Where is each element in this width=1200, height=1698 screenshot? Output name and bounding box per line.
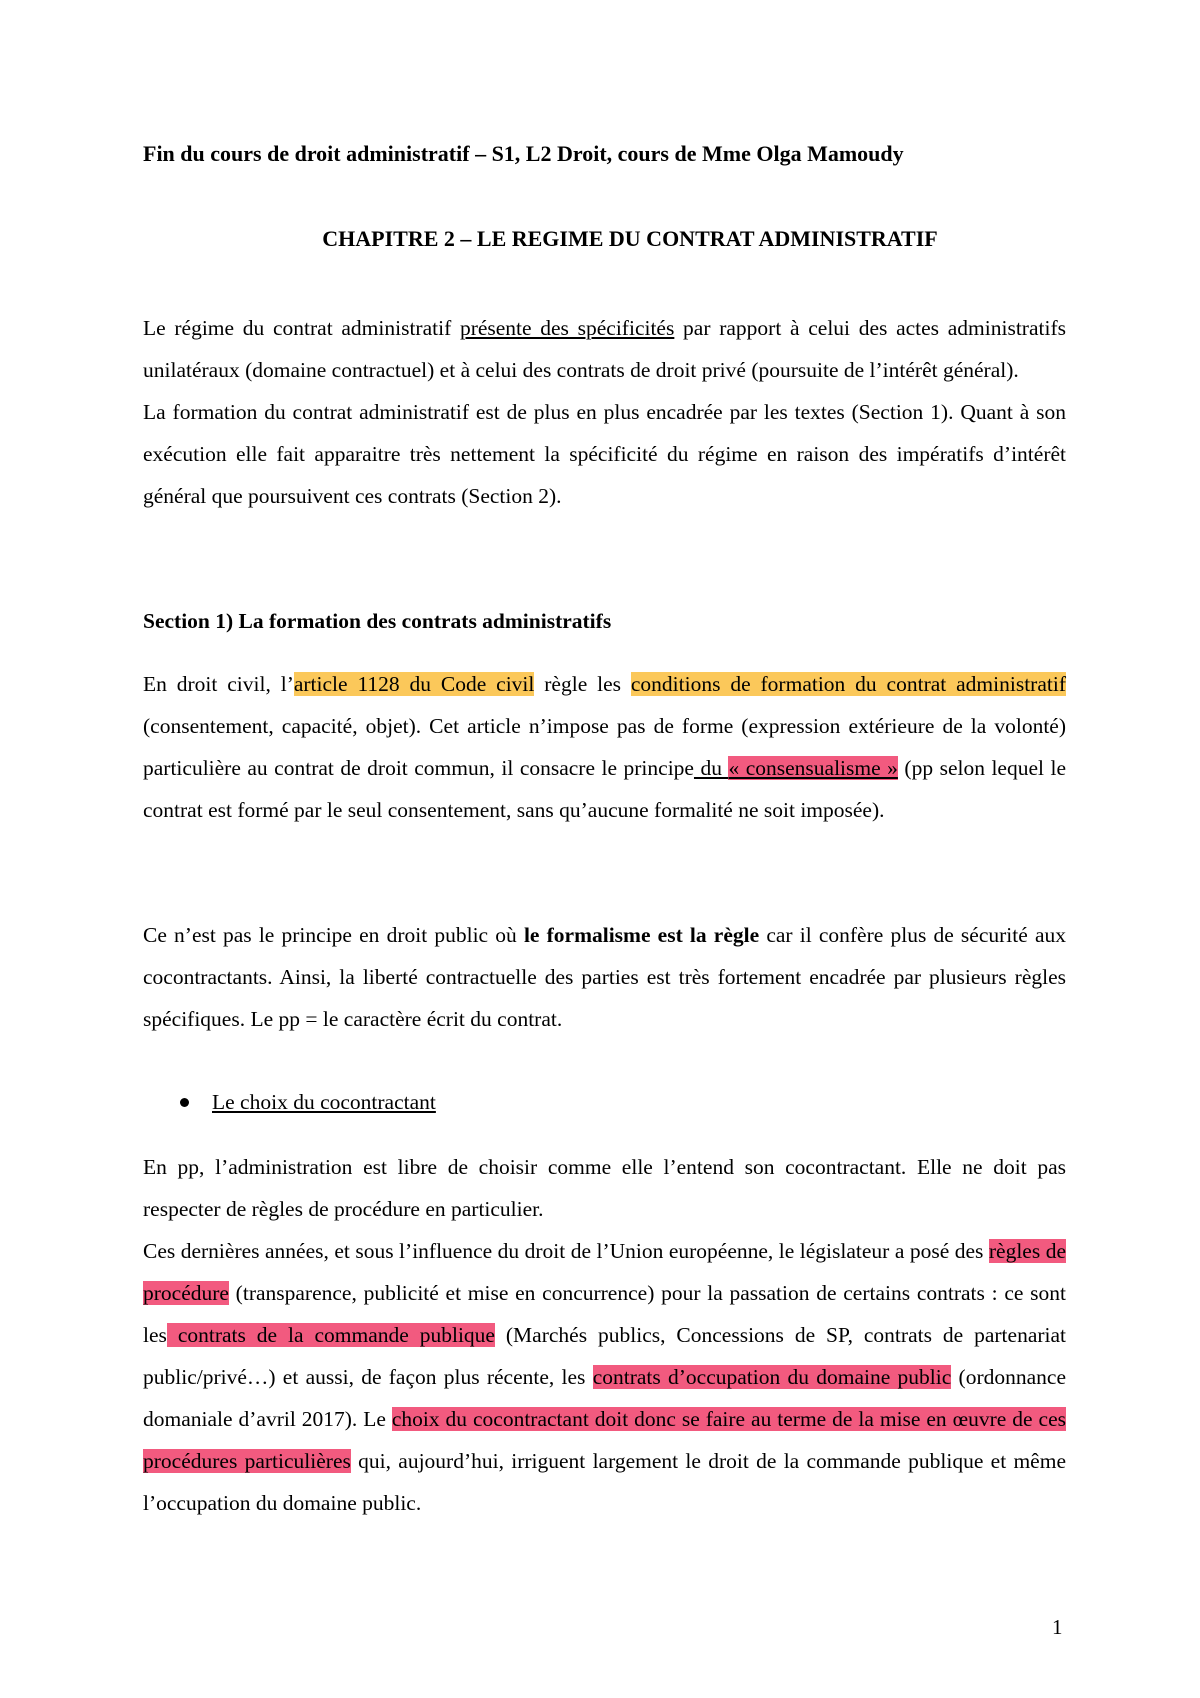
section-heading: Section 1) La formation des contrats administratifs <box>143 609 612 633</box>
intro-paragraph-1 <box>143 307 1066 391</box>
para-text: règle les <box>534 672 631 696</box>
para-text: car il confère plus de sécurité aux cocontractants. Ainsi, la liberté contractuelle des parties est très fortement encadrée par plusieurs règles spécifiques. Le pp = le caractère écrit du contrat. <box>143 923 1066 1031</box>
highlight-commande-publique: contrats de la commande publique <box>166 1323 495 1347</box>
bold-formalisme: le formalisme est la règle <box>523 923 760 947</box>
para-text: Ce n’est pas le principe en droit public où <box>143 923 524 947</box>
intro-text: Le régime du contrat administratif <box>143 316 460 340</box>
highlight-conditions: conditions de formation du contrat administratif <box>630 672 1066 696</box>
para-text: (pp selon lequel le contrat est formé par le seul consentement, sans qu’aucune formalité ne soit imposée). <box>143 756 1067 822</box>
intro-paragraph-2: La formation du contrat administratif est de plus en plus encadrée par les textes (Section 1). Quant à son exécution elle fait apparaitre très nettement la spécificité du régime en raison des impératifs d’intérêt général que poursuivent ces contrats (Section 2). <box>143 400 1066 508</box>
document-title: Fin du cours de droit administratif – S1, L2 Droit, cours de Mme Olga Mamoudy <box>143 141 904 166</box>
highlight-article: article 1128 du Code civil <box>293 672 535 696</box>
intro-text: par rapport à celui des actes administratifs unilatéraux (domaine contractuel) et à celui des contrats de droit privé (poursuite de l’intérêt général). <box>143 316 1066 382</box>
para-text: (consentement, capacité, objet). Cet article n’impose pas de forme (expression extérieure de la volonté) particulière au contrat de droit commun, il consacre le principe <box>143 714 1066 780</box>
underlined-du: du <box>693 756 729 780</box>
highlight-consensualisme: « consensualisme » <box>728 756 898 780</box>
bullet-dot-icon <box>180 1098 189 1107</box>
chapter-heading: CHAPITRE 2 – LE REGIME DU CONTRAT ADMINISTRATIF <box>322 226 938 251</box>
para-text: (transparence, publicité et mise en concurrence) pour la passation de certains contrats : ce sont les <box>143 1281 1066 1347</box>
section1-heading-block <box>143 600 1066 642</box>
section1-paragraph-2-block <box>143 914 1066 1040</box>
highlight-regles: règles de procédure <box>143 1239 1066 1305</box>
section1-paragraph-2 <box>143 914 1066 1040</box>
section1-paragraph-1-block <box>143 663 1066 831</box>
intro-underlined: présente des spécificités <box>459 316 675 340</box>
para-text: (Marchés publics, Concessions de SP, contrats de partenariat public/privé…) et aussi, de façon plus récente, les <box>143 1323 1067 1389</box>
para-text: (ordonnance domaniale d’avril 2017). Le <box>143 1365 1066 1431</box>
bullet-label: Le choix du cocontractant <box>212 1090 436 1114</box>
page-number: 1 <box>1052 1615 1063 1639</box>
section1-paragraph-3-block <box>143 1146 1066 1524</box>
intro-block <box>143 307 1066 517</box>
para-text: Ces dernières années, et sous l’influence du droit de l’Union européenne, le législateur a posé des <box>143 1239 989 1263</box>
highlight-domaine-public: contrats d’occupation du domaine public <box>592 1365 952 1389</box>
section1-paragraph-3: En pp, l’administration est libre de choisir comme elle l’entend son cocontractant. Elle ne doit pas respecter de règles de procédure en particulier. <box>143 1155 1066 1221</box>
bullet-item <box>180 1090 436 1115</box>
para-text: En droit civil, l’ <box>143 672 294 696</box>
para-text: qui, aujourd’hui, irriguent largement le droit de la commande publique et même l’occupation du domaine public. <box>143 1449 1066 1515</box>
highlight-choix-cocontractant: choix du cocontractant doit donc se faire au terme de la mise en œuvre de ces procédures particulières <box>143 1407 1066 1473</box>
section1-paragraph-4 <box>143 1230 1066 1524</box>
section1-paragraph-1 <box>143 663 1066 831</box>
